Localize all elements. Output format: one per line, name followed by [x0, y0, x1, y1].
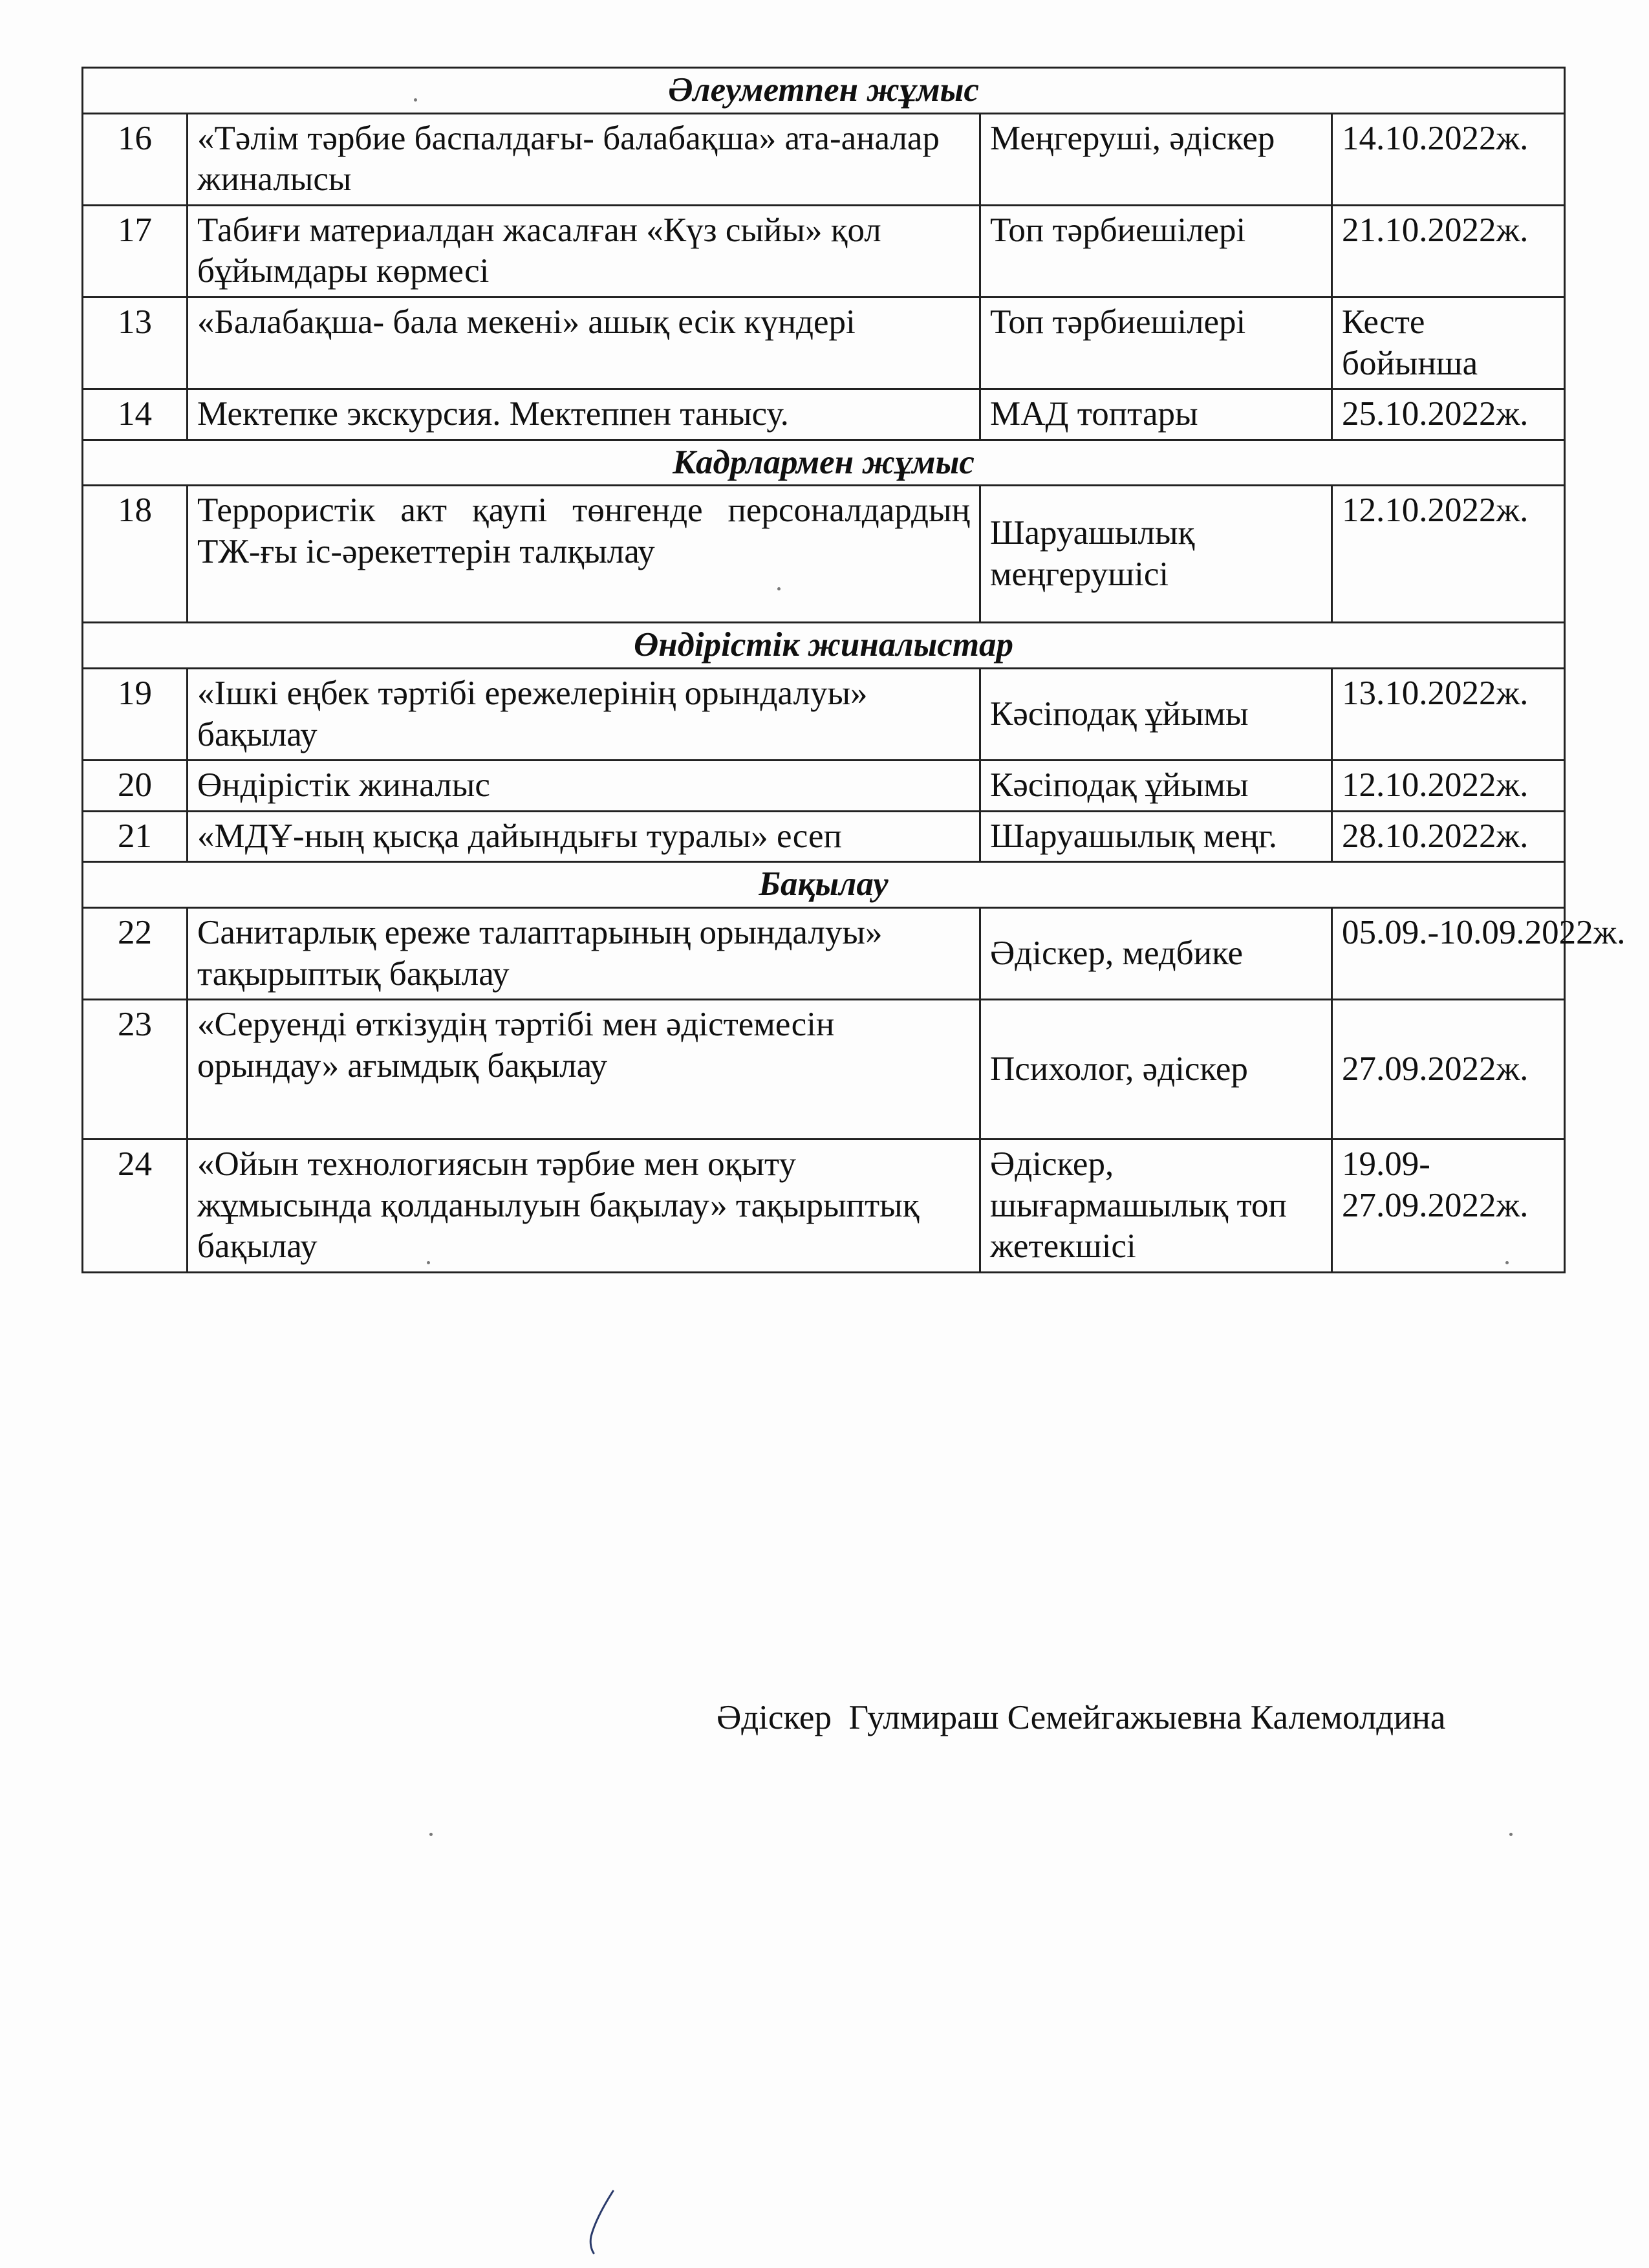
responsible-cell: Әдіскер, медбике: [980, 907, 1332, 999]
responsible-cell: МАД топтары: [980, 389, 1332, 440]
date-cell: 25.10.2022ж.: [1332, 389, 1565, 440]
task-cell: «Серуенді өткізудің тәртібі мен әдістемесін орындау» ағымдық бақылау: [188, 1000, 980, 1139]
scan-speck: [414, 98, 417, 102]
section-title: Кадрлармен жұмыс: [83, 440, 1565, 486]
table-row: [83, 907, 1565, 999]
task-cell: «Тәлім тәрбие баспалдағы- балабақша» ата-аналар жиналысы: [188, 113, 980, 205]
row-number: 19: [83, 668, 188, 760]
task-cell: Өндірістік жиналыс: [188, 761, 980, 812]
date-cell: 19.09-27.09.2022ж.: [1332, 1139, 1565, 1273]
row-number: 22: [83, 907, 188, 999]
scan-speck: [777, 587, 781, 590]
table-row: [83, 486, 1565, 623]
scan-speck: [427, 1261, 430, 1264]
date-cell: 21.10.2022ж.: [1332, 205, 1565, 297]
responsible-cell: Шаруашылық меңгерушісі: [980, 486, 1332, 623]
row-number: 20: [83, 761, 188, 812]
row-number: 13: [83, 297, 188, 389]
task-cell: Террористік акт қаупі төнгенде персоналдардың ТЖ-ғы іс-әрекеттерін талқылау: [188, 486, 980, 623]
table-row: [83, 113, 1565, 205]
date-cell: 28.10.2022ж.: [1332, 811, 1565, 862]
table-row: [83, 389, 1565, 440]
date-cell: Кесте бойынша: [1332, 297, 1565, 389]
task-cell: «МДҰ-ның қысқа дайындығы туралы» есеп: [188, 811, 980, 862]
section-header-row: [83, 862, 1565, 908]
date-cell: 12.10.2022ж.: [1332, 761, 1565, 812]
scan-speck: [429, 1833, 433, 1836]
responsible-cell: Меңгеруші, әдіскер: [980, 113, 1332, 205]
responsible-cell: Кәсіподақ ұйымы: [980, 761, 1332, 812]
table-row: [83, 811, 1565, 862]
row-number: 14: [83, 389, 188, 440]
date-cell: 27.09.2022ж.: [1332, 1000, 1565, 1139]
responsible-cell: Топ тәрбиешілері: [980, 297, 1332, 389]
task-cell: «Балабақша- бала мекені» ашық есік күндері: [188, 297, 980, 389]
row-number: 24: [83, 1139, 188, 1273]
scan-speck: [1505, 1261, 1509, 1264]
date-cell: 12.10.2022ж.: [1332, 486, 1565, 623]
section-title: Бақылау: [83, 862, 1565, 908]
section-header-row: [83, 440, 1565, 486]
task-cell: «Ішкі еңбек тәртібі ережелерінің орындалуы» бақылау: [188, 668, 980, 760]
section-header-row: [83, 623, 1565, 669]
section-header-row: [83, 68, 1565, 114]
signature-line: Әдіскер Гулмираш Семейгажыевна Калемолдина: [717, 1699, 1446, 1736]
work-plan-table: [81, 67, 1626, 1273]
date-cell: 14.10.2022ж.: [1332, 113, 1565, 205]
section-title: Әлеуметпен жұмыс: [83, 68, 1565, 114]
task-cell: Санитарлық ереже талаптарының орындалуы» тақырыптық бақылау: [188, 907, 980, 999]
responsible-cell: Әдіскер, шығармашылық топ жетекшісі: [980, 1139, 1332, 1273]
row-number: 18: [83, 486, 188, 623]
task-cell: Мектепке экскурсия. Мектеппен танысу.: [188, 389, 980, 440]
table-row: [83, 1139, 1565, 1273]
table-row: [83, 761, 1565, 812]
responsible-cell: Шаруашылық меңг.: [980, 811, 1332, 862]
task-cell: «Ойын технологиясын тәрбие мен оқыту жұмысында қолданылуын бақылау» тақырыптық бақылау: [188, 1139, 980, 1273]
table-row: [83, 297, 1565, 389]
row-number: 16: [83, 113, 188, 205]
table-row: [83, 205, 1565, 297]
date-cell: 05.09.-10.09.2022ж.: [1332, 907, 1565, 999]
row-number: 17: [83, 205, 188, 297]
pen-mark-icon: [582, 2186, 621, 2257]
responsible-cell: Кәсіподақ ұйымы: [980, 668, 1332, 760]
row-number: 21: [83, 811, 188, 862]
responsible-cell: Топ тәрбиешілері: [980, 205, 1332, 297]
responsible-cell: Психолог, әдіскер: [980, 1000, 1332, 1139]
date-cell: 13.10.2022ж.: [1332, 668, 1565, 760]
table-row: [83, 668, 1565, 760]
scan-speck: [1509, 1833, 1513, 1836]
section-title: Өндірістік жиналыстар: [83, 623, 1565, 669]
row-number: 23: [83, 1000, 188, 1139]
task-cell: Табиғи материалдан жасалған «Күз сыйы» қол бұйымдары көрмесі: [188, 205, 980, 297]
table-row: [83, 1000, 1565, 1139]
